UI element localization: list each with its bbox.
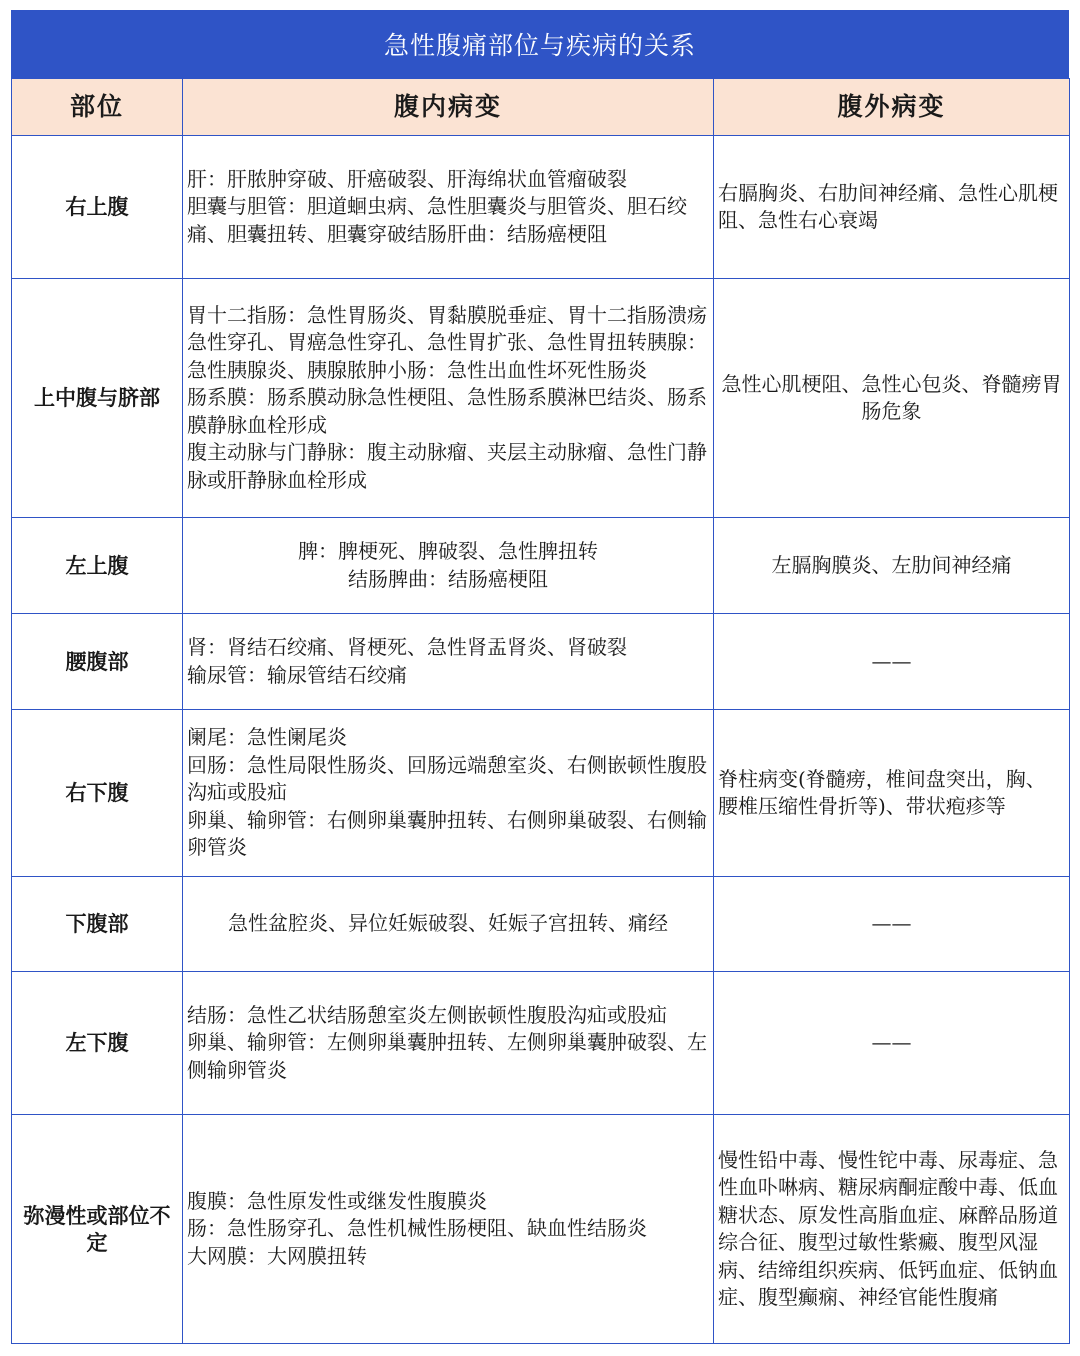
intra-line: 卵巢、输卵管：右侧卵巢囊肿扭转、右侧卵巢破裂、右侧输卵管炎 xyxy=(187,807,707,860)
row-intra xyxy=(183,614,714,710)
row-location: 右下腹 xyxy=(12,710,183,877)
table-row xyxy=(12,972,1070,1115)
intra-line: 阑尾：急性阑尾炎 xyxy=(187,725,347,750)
row-extra: 右膈胸炎、右肋间神经痛、急性心肌梗阻、急性右心衰竭 xyxy=(714,136,1070,279)
row-extra: —— xyxy=(714,972,1070,1115)
intra-line: 结肠脾曲：结肠癌梗阻 xyxy=(348,566,548,591)
header-location: 部位 xyxy=(12,79,183,136)
intra-line: 胃十二指肠：急性胃肠炎、胃黏膜脱垂症、胃十二指肠溃疡急性穿孔、胃癌急性穿孔、急性胃扩张、急性胃扭转胰腺：急性胰腺炎、胰腺脓肿小肠：急性出血性坏死性肠炎 xyxy=(187,302,707,382)
header-row xyxy=(12,79,1070,136)
disease-table xyxy=(11,78,1070,1344)
row-extra: —— xyxy=(714,614,1070,710)
row-intra xyxy=(183,279,714,518)
row-extra: —— xyxy=(714,877,1070,972)
row-intra xyxy=(183,972,714,1115)
row-intra xyxy=(183,877,714,972)
row-location: 下腹部 xyxy=(12,877,183,972)
intra-line: 肠：急性肠穿孔、急性机械性肠梗阻、缺血性结肠炎 xyxy=(187,1216,647,1241)
row-intra xyxy=(183,710,714,877)
table-row xyxy=(12,518,1070,614)
table-row xyxy=(12,1115,1070,1344)
row-extra: 左膈胸膜炎、左肋间神经痛 xyxy=(714,518,1070,614)
intra-line: 肾：肾结石绞痛、肾梗死、急性肾盂肾炎、肾破裂 xyxy=(187,635,627,659)
row-extra: 急性心肌梗阻、急性心包炎、脊髓痨胃肠危象 xyxy=(714,279,1070,518)
table-row xyxy=(12,614,1070,710)
row-location: 弥漫性或部位不定 xyxy=(12,1115,183,1344)
table-row xyxy=(12,279,1070,518)
header-extra: 腹外病变 xyxy=(714,79,1070,136)
intra-line: 大网膜：大网膜扭转 xyxy=(187,1243,367,1268)
row-extra: 慢性铅中毒、慢性铊中毒、尿毒症、急性血卟啉病、糖尿病酮症酸中毒、低血糖状态、原发性高脂血症、麻醉品肠道综合征、腹型过敏性紫癜、腹型风湿病、结缔组织疾病、低钙血症、低钠血症、腹型癫痫、神经官能性腹痛 xyxy=(714,1115,1070,1344)
row-location: 上中腹与脐部 xyxy=(12,279,183,518)
intra-line: 卵巢、输卵管：左侧卵巢囊肿扭转、左侧卵巢囊肿破裂、左侧输卵管炎 xyxy=(187,1030,707,1082)
row-extra: 脊柱病变(脊髓痨，椎间盘突出，胸、腰椎压缩性骨折等)、带状疱疹等 xyxy=(714,710,1070,877)
intra-line: 胆囊与胆管：胆道蛔虫病、急性胆囊炎与胆管炎、胆石绞痛、胆囊扭转、胆囊穿破结肠肝曲：结肠癌梗阻 xyxy=(187,194,687,246)
row-location: 右上腹 xyxy=(12,136,183,279)
intra-line: 腹主动脉与门静脉：腹主动脉瘤、夹层主动脉瘤、急性门静脉或肝静脉血栓形成 xyxy=(187,440,707,492)
row-location: 左上腹 xyxy=(12,518,183,614)
row-intra xyxy=(183,136,714,279)
row-intra xyxy=(183,518,714,614)
table-container xyxy=(11,10,1069,1344)
row-intra xyxy=(183,1115,714,1344)
intra-line: 结肠：急性乙状结肠憩室炎左侧嵌顿性腹股沟疝或股疝 xyxy=(187,1002,667,1027)
table-title: 急性腹痛部位与疾病的关系 xyxy=(11,10,1069,78)
table-row xyxy=(12,710,1070,877)
intra-line: 输尿管：输尿管结石绞痛 xyxy=(187,662,407,687)
row-location: 左下腹 xyxy=(12,972,183,1115)
intra-line: 肠系膜：肠系膜动脉急性梗阻、急性肠系膜淋巴结炎、肠系膜静脉血栓形成 xyxy=(187,385,707,437)
intra-line: 腹膜：急性原发性或继发性腹膜炎 xyxy=(187,1188,487,1213)
intra-line: 回肠：急性局限性肠炎、回肠远端憩室炎、右侧嵌顿性腹股沟疝或股疝 xyxy=(187,752,707,805)
header-intra: 腹内病变 xyxy=(183,79,714,136)
intra-line: 脾：脾梗死、脾破裂、急性脾扭转 xyxy=(298,539,598,563)
table-row xyxy=(12,877,1070,972)
row-location: 腰腹部 xyxy=(12,614,183,710)
intra-line: 急性盆腔炎、异位妊娠破裂、妊娠子宫扭转、痛经 xyxy=(228,911,668,936)
intra-line: 肝：肝脓肿穿破、肝癌破裂、肝海绵状血管瘤破裂 xyxy=(187,166,627,191)
table-row xyxy=(12,136,1070,279)
